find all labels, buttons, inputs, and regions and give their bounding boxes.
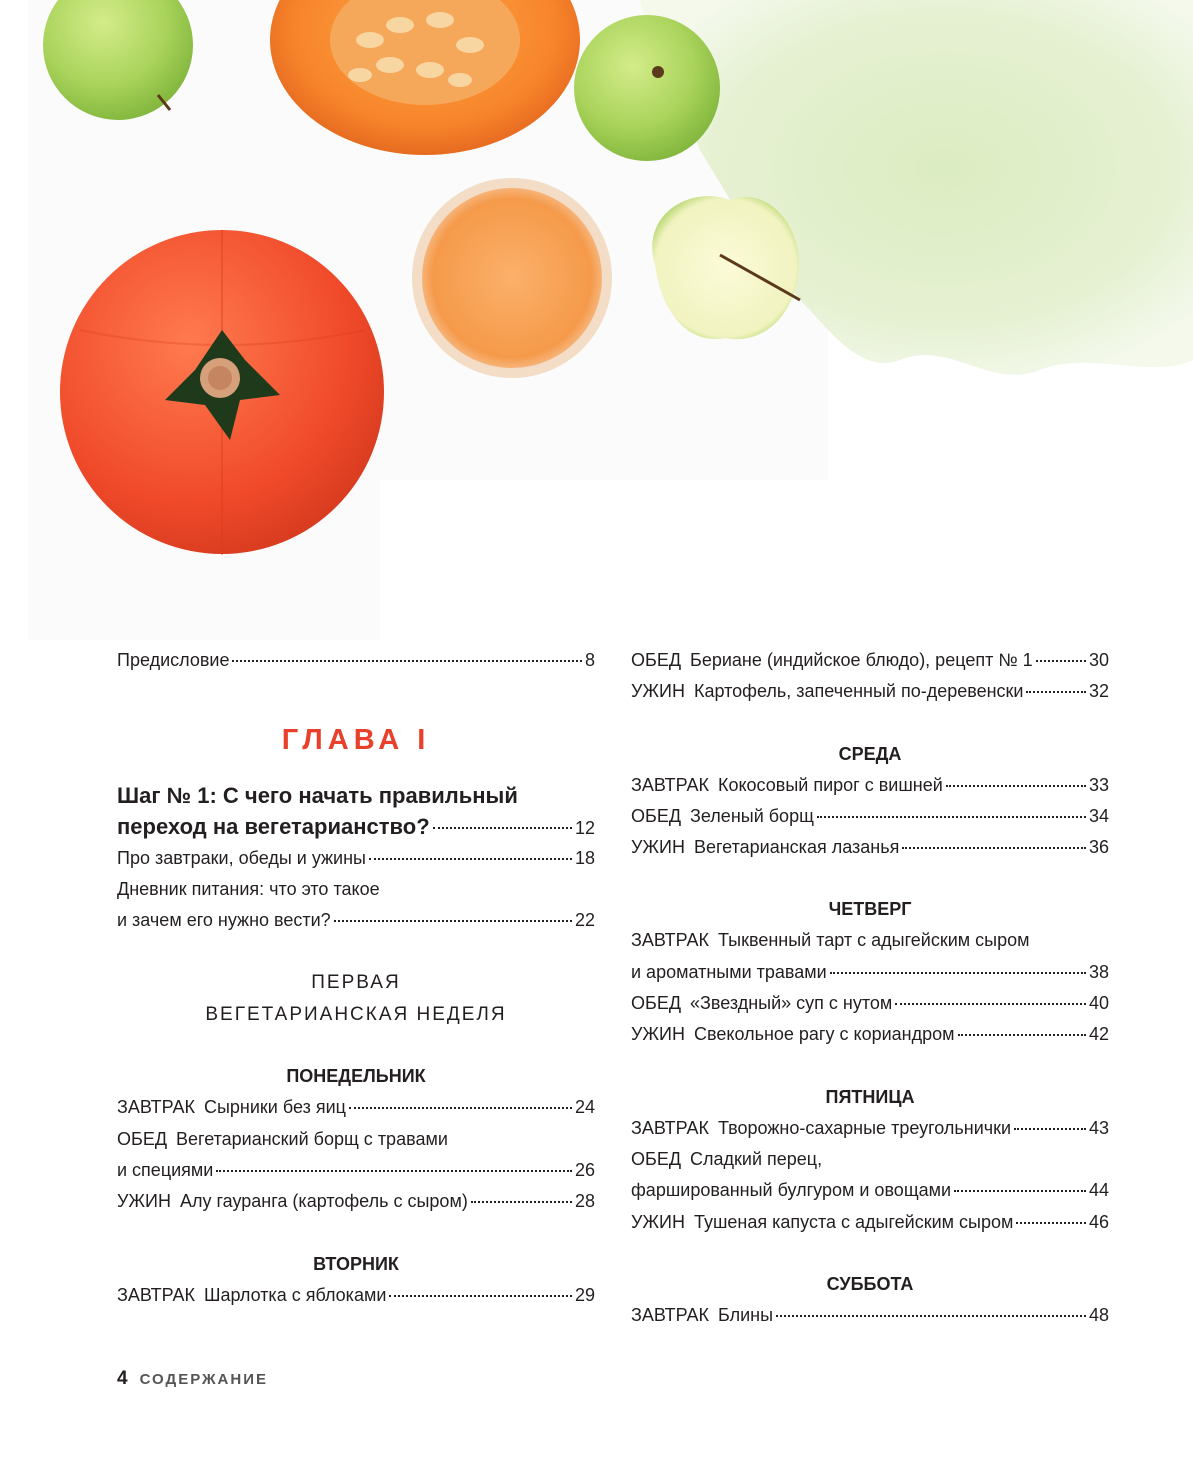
toc-entry-monday-dinner[interactable]: УЖИН Алу гауранга (картофель с сыром) 28 xyxy=(117,1186,595,1217)
day-heading-tuesday: ВТОРНИК xyxy=(313,1253,399,1274)
toc-entry-friday-breakfast[interactable]: ЗАВТРАК Творожно-сахарные треугольнички 43 xyxy=(631,1113,1109,1144)
leader-dots xyxy=(830,972,1086,974)
toc-entry-wednesday-dinner[interactable]: УЖИН Вегетарианская лазанья 36 xyxy=(631,832,1109,863)
page-number: 28 xyxy=(574,1191,595,1212)
day-heading-saturday: СУББОТА xyxy=(826,1273,914,1294)
page-number: 44 xyxy=(1088,1180,1109,1201)
toc-entry-thursday-dinner[interactable]: УЖИН Свекольное рагу с кориандром 42 xyxy=(631,1019,1109,1050)
leader-dots xyxy=(776,1315,1086,1317)
week-title-line1: ПЕРВАЯ xyxy=(311,972,401,994)
page-number: 30 xyxy=(1088,650,1109,670)
page-number: 33 xyxy=(1088,774,1109,795)
toc-left-column xyxy=(117,645,595,1311)
step-title-line1: Шаг № 1: С чего начать правильный xyxy=(117,783,518,809)
leader-dots xyxy=(902,847,1086,849)
page-number: 40 xyxy=(1088,993,1109,1014)
toc-entry-step1[interactable]: переход на вегетарианство? 12 xyxy=(117,811,595,842)
leader-dots xyxy=(369,858,572,860)
toc-entry-diary[interactable]: и зачем его нужно вести? 22 xyxy=(117,905,595,936)
page-number: 46 xyxy=(1088,1211,1109,1232)
footer-section-title: СОДЕРЖАНИЕ xyxy=(139,1371,269,1388)
leader-dots xyxy=(1014,1128,1086,1130)
leader-dots xyxy=(954,1190,1086,1192)
footer-page-number: 4 xyxy=(117,1368,128,1389)
page-number: 48 xyxy=(1088,1304,1109,1325)
page-number: 18 xyxy=(574,847,595,868)
toc-entry-thursday-breakfast-line1: ЗАВТРАК Тыквенный тарт с адыгейским сыром xyxy=(631,930,1030,951)
toc-entry-friday-lunch-line1: ОБЕД Сладкий перец, xyxy=(631,1148,823,1169)
page-number: 24 xyxy=(574,1097,595,1118)
leader-dots xyxy=(216,1170,572,1172)
page-number: 42 xyxy=(1088,1024,1109,1045)
page-number: 12 xyxy=(574,818,595,839)
leader-dots xyxy=(433,827,572,829)
day-heading-monday: ПОНЕДЕЛЬНИК xyxy=(286,1066,426,1087)
toc-entry-thursday-breakfast[interactable]: и ароматными травами 38 xyxy=(631,957,1109,988)
diary-title-line1: Дневник питания: что это такое xyxy=(117,878,380,899)
toc-entry-monday-lunch-line1: ОБЕД Вегетарианский борщ с травами xyxy=(117,1128,448,1149)
toc-entry-wednesday-breakfast[interactable]: ЗАВТРАК Кокосовый пирог с вишней 33 xyxy=(631,770,1109,801)
toc-entry-wednesday-lunch[interactable]: ОБЕД Зеленый борщ 34 xyxy=(631,801,1109,832)
page-number: 22 xyxy=(574,910,595,931)
toc-entry-tuesday-dinner[interactable]: УЖИН Картофель, запеченный по-деревенски 32 xyxy=(631,676,1109,707)
toc-right-column xyxy=(631,645,1109,1331)
leader-dots xyxy=(349,1107,572,1109)
day-heading-friday: ПЯТНИЦА xyxy=(825,1086,915,1107)
toc-entry-monday-lunch[interactable]: и специями 26 xyxy=(117,1155,595,1186)
page-number: 34 xyxy=(1088,805,1109,826)
leader-dots xyxy=(389,1295,572,1297)
day-heading-wednesday: СРЕДА xyxy=(838,743,902,764)
leader-dots xyxy=(1036,660,1086,662)
page-number: 43 xyxy=(1088,1117,1109,1138)
toc-entry-tuesday-breakfast[interactable]: ЗАВТРАК Шарлотка с яблоками 29 xyxy=(117,1280,595,1311)
toc-entry-saturday-breakfast[interactable]: ЗАВТРАК Блины 48 xyxy=(631,1300,1109,1331)
hero-food-illustration xyxy=(0,0,1193,640)
toc-entry-monday-breakfast[interactable]: ЗАВТРАК Сырники без яиц 24 xyxy=(117,1092,595,1123)
page-number: 26 xyxy=(574,1160,595,1181)
toc-entry-tuesday-lunch[interactable]: ОБЕД Бериане (индийское блюдо), рецепт № 1 30 xyxy=(631,645,1109,676)
leader-dots xyxy=(232,660,582,662)
week-title-line2: ВЕГЕТАРИАНСКАЯ НЕДЕЛЯ xyxy=(205,1004,507,1026)
page-number: 29 xyxy=(574,1284,595,1305)
day-heading-thursday: ЧЕТВЕРГ xyxy=(828,899,912,920)
leader-dots xyxy=(958,1034,1086,1036)
leader-dots xyxy=(334,920,572,922)
page-number: 36 xyxy=(1088,837,1109,858)
page-number: 8 xyxy=(584,650,595,670)
chapter-title: ГЛАВА I xyxy=(281,724,431,757)
page-footer xyxy=(117,1368,268,1390)
page-number: 38 xyxy=(1088,961,1109,982)
leader-dots xyxy=(1016,1222,1086,1224)
page-number: 32 xyxy=(1088,681,1109,702)
toc-entry-preface[interactable]: Предисловие 8 xyxy=(117,645,595,676)
toc-entry-meals-intro[interactable]: Про завтраки, обеды и ужины 18 xyxy=(117,843,595,874)
toc-entry-thursday-lunch[interactable]: ОБЕД «Звездный» суп с нутом 40 xyxy=(631,988,1109,1019)
toc-entry-friday-lunch[interactable]: фаршированный булгуром и овощами 44 xyxy=(631,1175,1109,1206)
leader-dots xyxy=(817,816,1086,818)
leader-dots xyxy=(1026,691,1085,693)
leader-dots xyxy=(946,785,1086,787)
leader-dots xyxy=(471,1201,572,1203)
toc-entry-friday-dinner[interactable]: УЖИН Тушеная капуста с адыгейским сыром 46 xyxy=(631,1207,1109,1238)
leader-dots xyxy=(895,1003,1086,1005)
